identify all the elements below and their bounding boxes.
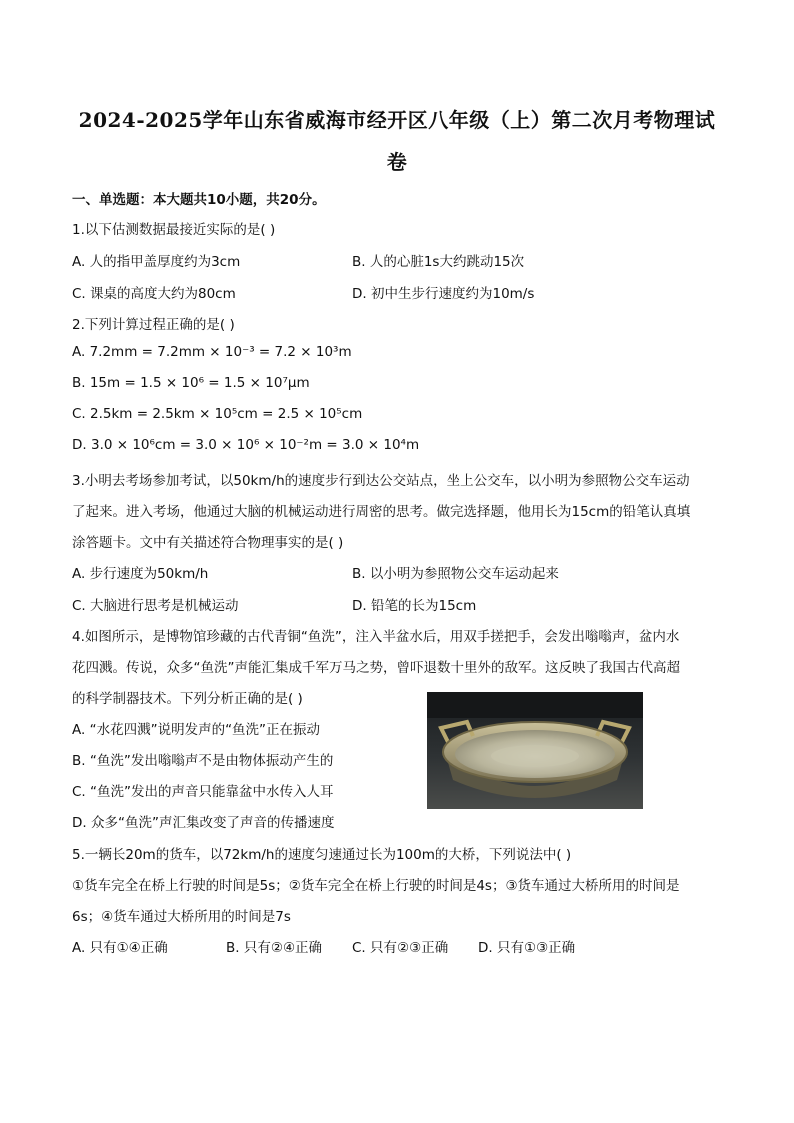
q5-option-b: B. 只有②④正确 — [226, 940, 323, 956]
q4-stem-line1: 4.如图所示，是博物馆珍藏的古代青铜“鱼洗”，注入半盆水后，用双手搓把手，会发出嗡嗡声，盆内水 — [72, 629, 680, 645]
q3-option-a: A. 步行速度为50km/h — [72, 566, 209, 582]
q2-option-a: A. 7.2mm = 7.2mm × 10⁻³ = 7.2 × 10³m — [72, 344, 352, 360]
q3-option-c: C. 大脑进行思考是机械运动 — [72, 598, 239, 614]
q2-option-c: C. 2.5km = 2.5km × 10⁵cm = 2.5 × 10⁵cm — [72, 406, 363, 422]
q4-option-c: C. “鱼洗”发出的声音只能靠盆中水传入人耳 — [72, 784, 334, 800]
exam-title-line1: 2024-2025学年山东省威海市经开区八年级（上）第二次月考物理试 — [78, 108, 716, 132]
q4-option-a: A. “水花四溅”说明发声的“鱼洗”正在振动 — [72, 722, 321, 738]
q4-stem-line3: 的科学制器技术。下列分析正确的是( ) — [72, 691, 303, 707]
q2-option-d: D. 3.0 × 10⁶cm = 3.0 × 10⁶ × 10⁻²m = 3.0 × 10⁴m — [72, 437, 420, 453]
q4-stem-line2: 花四溅。传说，众多“鱼洗”声能汇集成千军万马之势，曾吓退数十里外的敌军。这反映了我国古代高超 — [72, 660, 680, 676]
q1-option-b: B. 人的心脏1s大约跳动15次 — [352, 254, 525, 270]
q4-option-d: D. 众多“鱼洗”声汇集改变了声音的传播速度 — [72, 815, 335, 831]
q5-option-d: D. 只有①③正确 — [478, 940, 576, 956]
q1-option-d: D. 初中生步行速度约为10m/s — [352, 286, 535, 302]
q3-stem-line2: 了起来。进入考场，他通过大脑的机械运动进行周密的思考。做完选择题，他用长为15cm的铅笔认真填 — [72, 504, 691, 520]
q4-option-b: B. “鱼洗”发出嗡嗡声不是由物体振动产生的 — [72, 753, 334, 769]
q3-option-d: D. 铅笔的长为15cm — [352, 598, 477, 614]
q5-stem-line1: 5.一辆长20m的货车，以72km/h的速度匀速通过长为100m的大桥，下列说法中( ) — [72, 847, 572, 863]
q3-option-b: B. 以小明为参照物公交车运动起来 — [352, 566, 559, 582]
q1-option-a: A. 人的指甲盖厚度约为3cm — [72, 254, 241, 270]
q2-stem: 2.下列计算过程正确的是( ) — [72, 317, 235, 333]
q1-option-c: C. 课桌的高度大约为80cm — [72, 286, 236, 302]
q5-stem-line2: ①货车完全在桥上行驶的时间是5s；②货车完全在桥上行驶的时间是4s；③货车通过大桥所用的时间是 — [72, 878, 680, 894]
q5-option-c: C. 只有②③正确 — [352, 940, 449, 956]
bronze-basin-photo — [427, 692, 643, 809]
q5-stem-line3: 6s；④货车通过大桥所用的时间是7s — [72, 909, 291, 925]
exam-title-line2: 卷 — [386, 150, 408, 174]
q3-stem-line1: 3.小明去考场参加考试，以50km/h的速度步行到达公交站点，坐上公交车，以小明为参照物公交车运动 — [72, 473, 690, 489]
q3-stem-line3: 涂答题卡。文中有关描述符合物理事实的是( ) — [72, 535, 344, 551]
q2-option-b: B. 15m = 1.5 × 10⁶ = 1.5 × 10⁷μm — [72, 375, 310, 391]
section-heading: 一、单选题：本大题共10小题，共20分。 — [72, 192, 326, 208]
q1-stem: 1.以下估测数据最接近实际的是( ) — [72, 222, 276, 238]
q5-option-a: A. 只有①④正确 — [72, 940, 168, 956]
